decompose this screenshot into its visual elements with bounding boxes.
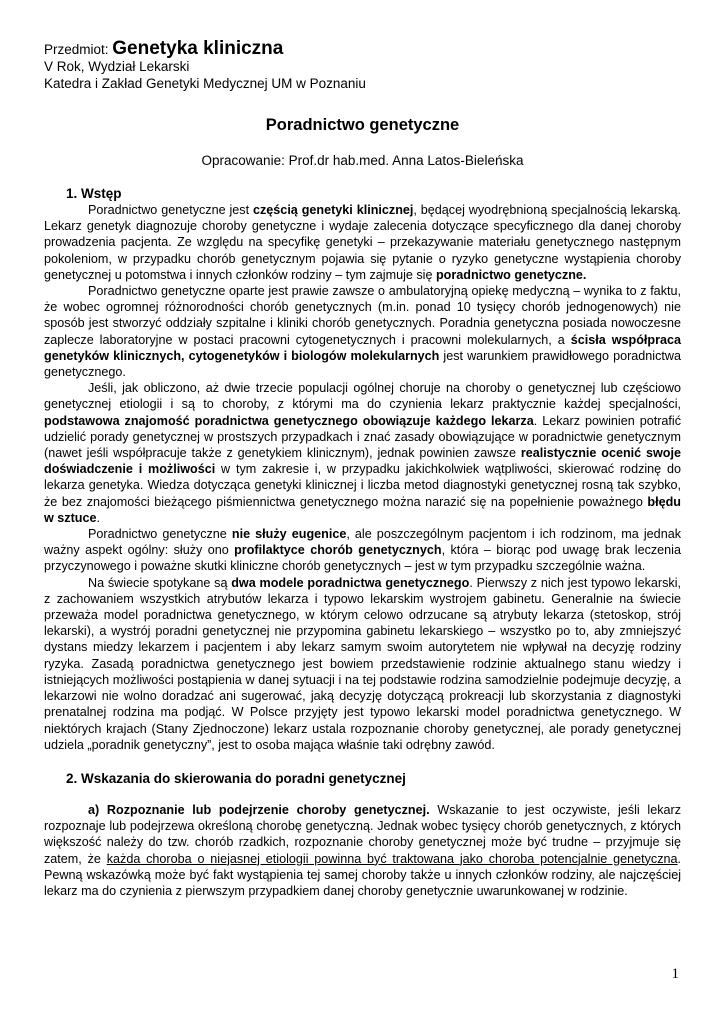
author-line: Opracowanie: Prof.dr hab.med. Anna Latos-Bieleńska xyxy=(201,153,524,168)
paragraph-5: Na świecie spotykane są dwa modele poradnictwa genetycznego. Pierwszy z nich jest typowo lekarski, z zachowaniem wszystkich atrybutów lekarza i typowo lekarskim wystrojem gabinetu. Generalnie na świecie przeważa model poradnictwa genetycznego, w którym celowo odrzucane są atrybuty lekarza (stetoskop, strój lekarski), a wystrój poradni genetycznej nie przypomina gabinetu lekarskiego – wszystko po to, aby zmniejszyć dystans miedzy lekarzem i pacjentem i aby lekarz samym swoim autorytetem nie wpływał na decyzję rodziny ryzyka. Zasadą poradnictwa genetycznego jest bowiem przedstawienie rodzinie aktualnego stanu wiedzy i istniejących możliwości postąpienia w danej sytuacji i na tej podstawie rodzina samodzielnie podejmuje decyzję, a lekarzowi nie wolno doradzać ani sugerować, jaką decyzję dotyczącą prokreacji lub skorzystania z diagnostyki prenatalnej rodzina ma podjąć. W Polsce przyjęty jest typowo lekarski model poradnictwa genetycznego. W niektórych krajach (Stany Zjednoczone) lekarz ustala rozpoznanie choroby genetycznej, ale porady genetycznej udziela „poradnik genetyczny”, jest to osoba mająca właśnie taki odrębny zawód. xyxy=(44,575,681,752)
section-1-heading: 1. Wstęp xyxy=(66,186,122,201)
subject-line xyxy=(44,40,681,58)
document-title: Poradnictwo genetyczne xyxy=(265,116,460,134)
paragraph-1: Poradnictwo genetyczne jest częścią genetyki klinicznej, będącej wyodrębnioną specjalnością lekarską. Lekarz genetyk diagnozuje choroby genetyczne i wydaje zalecenia dotyczące specyficznego dla danej choroby prowadzenia pacjenta. Ze względu na specyfikę genetyki – przekazywanie materiału genetycznego następnym pokoleniom, w przypadku chorób genetycznym pojawia się pytanie o ryzyko genetyczne wystąpienia choroby genetycznej u potomstwa i innych członków rodziny – tym zajmuje się poradnictwo genetyczne. xyxy=(44,203,681,282)
section-2-heading: 2. Wskazania do skierowania do poradni genetycznej xyxy=(66,770,406,786)
subject-name: Genetyka kliniczna xyxy=(112,38,284,59)
paragraph-2a: a) Rozpoznanie lub podejrzenie choroby genetycznej. Wskazanie to jest oczywiste, jeśli lekarz rozpoznaje lub podejrzewa określoną chorobę genetyczną. Jednak wobec tysięcy chorób genetycznych, z których większość należy do tzw. chorób rzadkich, rozpoznanie choroby genetycznej może być trudne – przyjmuje się zatem, że każda choroba o niejasnej etiologii powinna być traktowana jako choroba potencjalnie genetyczna. Pewną wskazówką może być fakt wystąpienia tej samej choroby także u innych członków rodziny, ale najczęściej lekarz ma do czynienia z pierwszym przypadkiem danej choroby genetycznie uwarunkowanej w rodzinie. xyxy=(44,802,682,898)
document-header xyxy=(44,40,681,92)
year-line: V Rok, Wydział Lekarski xyxy=(44,59,190,74)
page-number: 1 xyxy=(671,966,679,982)
subject-label: Przedmiot: xyxy=(44,42,113,57)
paragraph-3: Jeśli, jak obliczono, aż dwie trzecie populacji ogólnej choruje na choroby o genetycznej lub częściowo genetycznej etiologii i są to choroby, z którymi ma do czynienia lekarz praktycznie każdej specjalności, podstawowa znajomość poradnictwa genetycznego obowiązuje każdego lekarza. Lekarz powinien potrafić udzielić porady genetycznej w prostszych przypadkach i znać zasady obowiązujące w poradnictwie genetycznym (nawet jeśli współpracuje także z genetykiem klinicznym), jednak powinien zawsze realistycznie ocenić swoje doświadczenie i możliwości w tym zakresie i, w przypadku jakichkolwiek wątpliwości, skierować rodzinę do lekarza genetyka. Wiedza dotycząca genetyki klinicznej i liczba metod diagnostyki genetycznej rosną tak szybko, że bez znajomości bieżącego piśmiennictwa genetycznego można narazić się na popełnienie poważnego błędu w sztuce. xyxy=(44,381,682,525)
paragraph-2: Poradnictwo genetyczne oparte jest prawie zawsze o ambulatoryjną opiekę medyczną – wynika to z faktu, że wobec ogromnej różnorodności chorób genetycznych (m.in. ponad 10 tysięcy chorób jednogenowych) nie sposób jest stworzyć oddziały szpitalne i kliniki chorób genetycznych. Poradnia genetyczna posiada nowoczesne zaplecze laboratoryjne w postaci pracowni cytogenetycznych i pracowni molekularnych, a ścisła współpraca genetyków klinicznych, cytogenetyków i biologów molekularnych jest warunkiem prawidłowego poradnictwa genetycznego. xyxy=(44,284,681,380)
department-line: Katedra i Zakład Genetyki Medycznej UM w Poznaniu xyxy=(44,76,366,91)
document-page xyxy=(44,40,681,899)
paragraph-4: Poradnictwo genetyczne nie służy eugenice, ale poszczególnym pacjentom i ich rodzinom, ma jednak ważny aspekt ogólny: służy ono profilaktyce chorób genetycznych, która – biorąc pod uwagę brak leczenia przyczynowego i poważne skutki kliniczne chorób genetycznych – jest w tym przypadku szczególnie ważna. xyxy=(44,527,681,574)
